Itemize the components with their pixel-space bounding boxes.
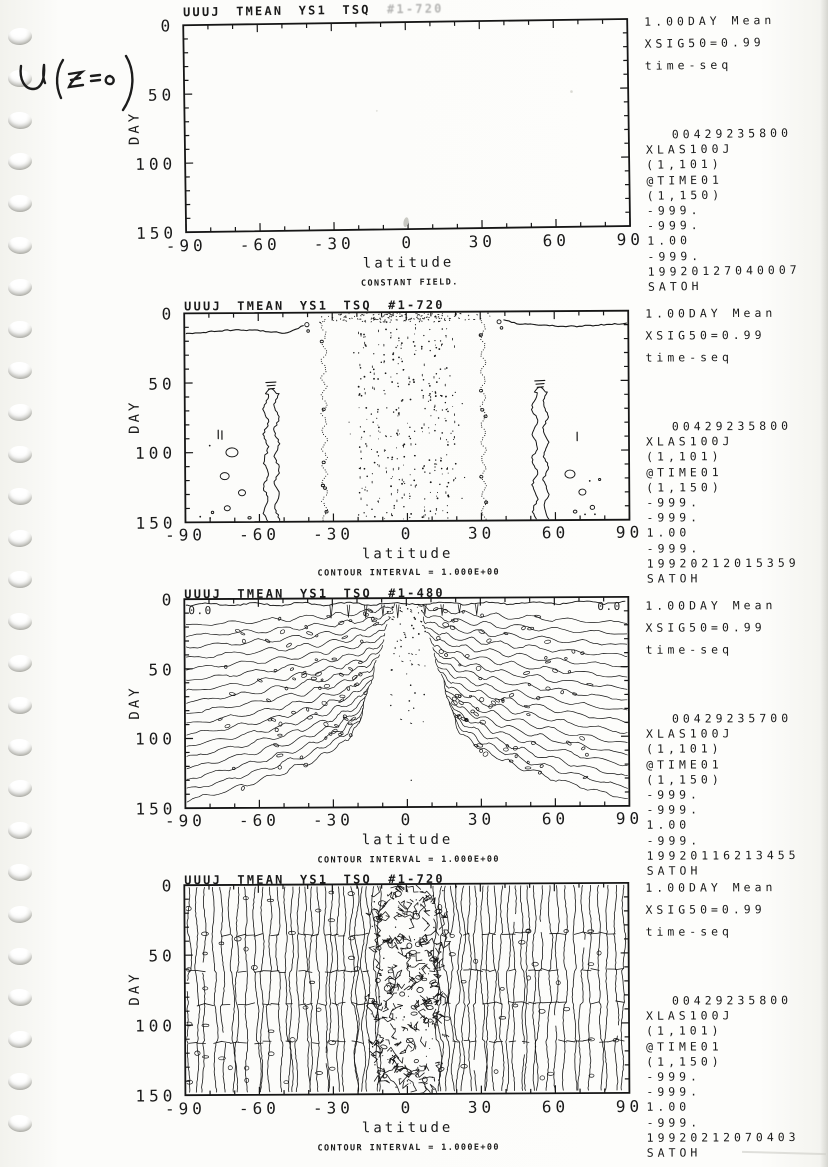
x-tick-label: 60 bbox=[541, 523, 570, 543]
side-annotation-line: 00429235700 bbox=[671, 711, 793, 726]
x-tick-label: 60 bbox=[541, 809, 570, 829]
x-tick-label: -30 bbox=[313, 524, 355, 544]
y-tick-label: 100 bbox=[135, 154, 177, 174]
side-annotation-line: time-seq bbox=[645, 642, 734, 657]
y-tick-label: 50 bbox=[147, 85, 176, 105]
x-axis-label: latitude bbox=[361, 831, 454, 849]
plot-panel-3 bbox=[0, 577, 828, 883]
side-info-annotation bbox=[646, 126, 801, 295]
side-annotation-line: 1.00DAY Mean bbox=[645, 598, 777, 613]
y-tick-label: 100 bbox=[135, 443, 177, 464]
side-annotation-line: -999. bbox=[646, 1115, 702, 1130]
y-tick-label: 0 bbox=[160, 16, 175, 36]
side-annotation-line: XLAS100J bbox=[645, 141, 734, 157]
side-annotation-line: 1.00 bbox=[646, 525, 691, 541]
y-tick-label: 0 bbox=[161, 876, 176, 896]
side-annotation-line: -999. bbox=[646, 1084, 702, 1100]
x-tick-label: 30 bbox=[467, 809, 496, 829]
side-annotation bbox=[645, 594, 776, 661]
side-annotation-line: @TIME01 bbox=[646, 756, 723, 772]
caption: CONSTANT FIELD. bbox=[360, 277, 459, 289]
side-annotation-line: 19920212015359 bbox=[646, 555, 800, 571]
x-tick-label: 60 bbox=[542, 230, 571, 251]
side-annotation-line: @TIME01 bbox=[646, 1038, 723, 1054]
plot-panel-4 bbox=[0, 863, 828, 1167]
side-annotation-line: 1.00 bbox=[646, 1099, 691, 1115]
side-annotation-line: 1.00DAY Mean bbox=[645, 305, 777, 321]
side-annotation-line: -999. bbox=[646, 218, 702, 233]
contour-value-label: 0.0 bbox=[188, 604, 213, 618]
x-tick-label: 0 bbox=[401, 232, 416, 253]
plot-title: UUUJ TMEAN YS1 TSQ bbox=[182, 2, 371, 20]
x-tick-label: -90 bbox=[164, 1099, 206, 1119]
side-annotation-line: 19920116213455 bbox=[646, 847, 800, 863]
side-annotation-line: 1.00 bbox=[646, 817, 691, 833]
caption: CONTOUR INTERVAL = 1.000E+00 bbox=[317, 1142, 500, 1154]
y-axis-label: DAY bbox=[126, 110, 143, 145]
x-tick-label: -60 bbox=[239, 234, 281, 255]
x-tick-label: 30 bbox=[468, 231, 497, 252]
x-tick-label: 30 bbox=[467, 1097, 496, 1117]
side-annotation-line: XSIG50=0.99 bbox=[645, 902, 766, 917]
plot-panel-2 bbox=[0, 290, 828, 597]
x-tick-label: -30 bbox=[312, 1098, 354, 1118]
side-annotation bbox=[645, 302, 776, 369]
side-annotation-line: XLAS100J bbox=[645, 434, 734, 449]
side-annotation-line: -999. bbox=[646, 1069, 701, 1084]
side-annotation-line: (1,101) bbox=[646, 1023, 723, 1039]
side-annotation-line: XSIG50=0.99 bbox=[645, 327, 766, 343]
x-tick-label: 30 bbox=[467, 523, 496, 543]
side-annotation-line: 19920212070403 bbox=[646, 1129, 800, 1145]
side-info-annotation bbox=[646, 993, 800, 1161]
side-annotation-line: 1.00DAY Mean bbox=[644, 12, 776, 29]
side-info-annotation bbox=[646, 711, 800, 879]
side-annotation-line: 00429235800 bbox=[671, 125, 793, 142]
x-tick-label: -60 bbox=[238, 810, 280, 830]
side-annotation-line: (1,101) bbox=[646, 449, 723, 464]
side-annotation-line: -999. bbox=[646, 495, 702, 510]
side-annotation-line: -999. bbox=[646, 802, 702, 818]
y-tick-label: 150 bbox=[136, 223, 178, 243]
x-tick-label: 90 bbox=[616, 229, 645, 250]
side-annotation-line: (1,150) bbox=[646, 187, 724, 203]
side-annotation-line: SATOH bbox=[647, 279, 703, 294]
x-tick-label: 0 bbox=[400, 523, 415, 544]
caption: CONTOUR INTERVAL = 1.000E+00 bbox=[317, 854, 500, 866]
y-tick-label: 50 bbox=[148, 946, 176, 966]
x-tick-label: -90 bbox=[164, 811, 206, 831]
y-tick-label: 100 bbox=[135, 729, 177, 749]
y-tick-label: 50 bbox=[148, 374, 176, 394]
x-tick-label: 90 bbox=[615, 522, 644, 542]
side-annotation-line: @TIME01 bbox=[646, 172, 723, 188]
side-annotation-line: SATOH bbox=[646, 571, 702, 586]
x-tick-label: 0 bbox=[400, 1097, 415, 1118]
side-annotation-line: 00429235800 bbox=[671, 418, 793, 434]
x-tick-label: 90 bbox=[615, 1096, 644, 1116]
side-annotation-line: time-seq bbox=[644, 57, 733, 73]
side-annotation bbox=[644, 9, 776, 77]
side-annotation-line: SATOH bbox=[646, 863, 702, 878]
y-tick-label: 0 bbox=[161, 304, 176, 324]
x-axis-label: latitude bbox=[362, 254, 455, 272]
y-axis-label: DAY bbox=[126, 971, 143, 1006]
contour-value-label: 0.0 bbox=[597, 599, 622, 614]
y-axis-label: DAY bbox=[126, 399, 143, 434]
side-annotation-line: SATOH bbox=[646, 1145, 702, 1160]
side-annotation-line: -999. bbox=[646, 787, 702, 802]
side-annotation-line: (1,101) bbox=[646, 157, 723, 173]
frame-number-label: #1-480 bbox=[388, 585, 445, 601]
side-annotation-line: (1,150) bbox=[646, 1054, 723, 1069]
side-annotation-line: 1.00DAY Mean bbox=[645, 880, 777, 895]
side-info-annotation bbox=[646, 419, 800, 587]
side-annotation-line: XLAS100J bbox=[645, 726, 734, 741]
side-annotation-line: 1.00 bbox=[647, 233, 692, 249]
side-annotation-line: XSIG50=0.99 bbox=[645, 620, 766, 635]
side-annotation-line: 19920127040007 bbox=[647, 262, 801, 279]
frame-number-label: #1-720 bbox=[388, 871, 445, 887]
side-annotation-line: -999. bbox=[646, 833, 702, 848]
side-annotation-line: XLAS100J bbox=[645, 1008, 734, 1023]
x-axis-label: latitude bbox=[361, 1119, 454, 1137]
side-annotation-line: (1,101) bbox=[646, 741, 723, 757]
x-axis-label: latitude bbox=[361, 545, 454, 563]
x-tick-label: -90 bbox=[165, 235, 207, 256]
y-tick-label: 150 bbox=[135, 1086, 177, 1106]
caption: CONTOUR INTERVAL = 1.000E+00 bbox=[317, 567, 501, 579]
plot-title: UUUJ TMEAN YS1 TSQ bbox=[184, 872, 372, 888]
y-axis-label: DAY bbox=[126, 684, 143, 720]
x-tick-label: -60 bbox=[239, 524, 281, 545]
y-tick-label: 50 bbox=[148, 659, 176, 680]
x-tick-label: 60 bbox=[541, 1097, 570, 1117]
side-annotation-line: (1,150) bbox=[646, 772, 723, 787]
x-tick-label: -90 bbox=[165, 525, 207, 545]
side-annotation-line: -999. bbox=[646, 540, 702, 556]
side-annotation-line: (1,150) bbox=[646, 479, 723, 495]
x-tick-label: -30 bbox=[312, 810, 354, 830]
side-annotation-line: -999. bbox=[646, 510, 702, 525]
plot-title: UUUJ TMEAN YS1 TSQ bbox=[184, 298, 372, 314]
side-annotation-line: 00429235800 bbox=[671, 993, 793, 1008]
x-tick-label: -60 bbox=[238, 1098, 280, 1118]
side-annotation-line: @TIME01 bbox=[646, 464, 723, 480]
side-annotation-line: -999. bbox=[646, 203, 702, 218]
x-tick-label: 90 bbox=[615, 808, 644, 828]
x-tick-label: 0 bbox=[400, 809, 415, 830]
side-annotation-line: -999. bbox=[647, 248, 703, 264]
y-tick-label: 150 bbox=[135, 799, 177, 819]
frame-number-label: #1-720 bbox=[388, 297, 445, 313]
y-tick-label: 150 bbox=[135, 513, 177, 533]
plot-panel-1 bbox=[0, 0, 828, 308]
side-annotation-line: time-seq bbox=[645, 350, 733, 365]
side-annotation-line: XSIG50=0.99 bbox=[644, 35, 765, 51]
scan-edge-shadow bbox=[820, 0, 828, 1167]
plot-title: UUUJ TMEAN YS1 TSQ bbox=[184, 586, 372, 602]
frame-number-label: #1-720 bbox=[386, 1, 444, 17]
side-annotation bbox=[645, 876, 776, 943]
y-tick-label: 0 bbox=[161, 590, 176, 610]
side-annotation-line: time-seq bbox=[645, 924, 733, 939]
x-tick-label: -30 bbox=[313, 233, 355, 254]
y-tick-label: 100 bbox=[135, 1016, 177, 1036]
